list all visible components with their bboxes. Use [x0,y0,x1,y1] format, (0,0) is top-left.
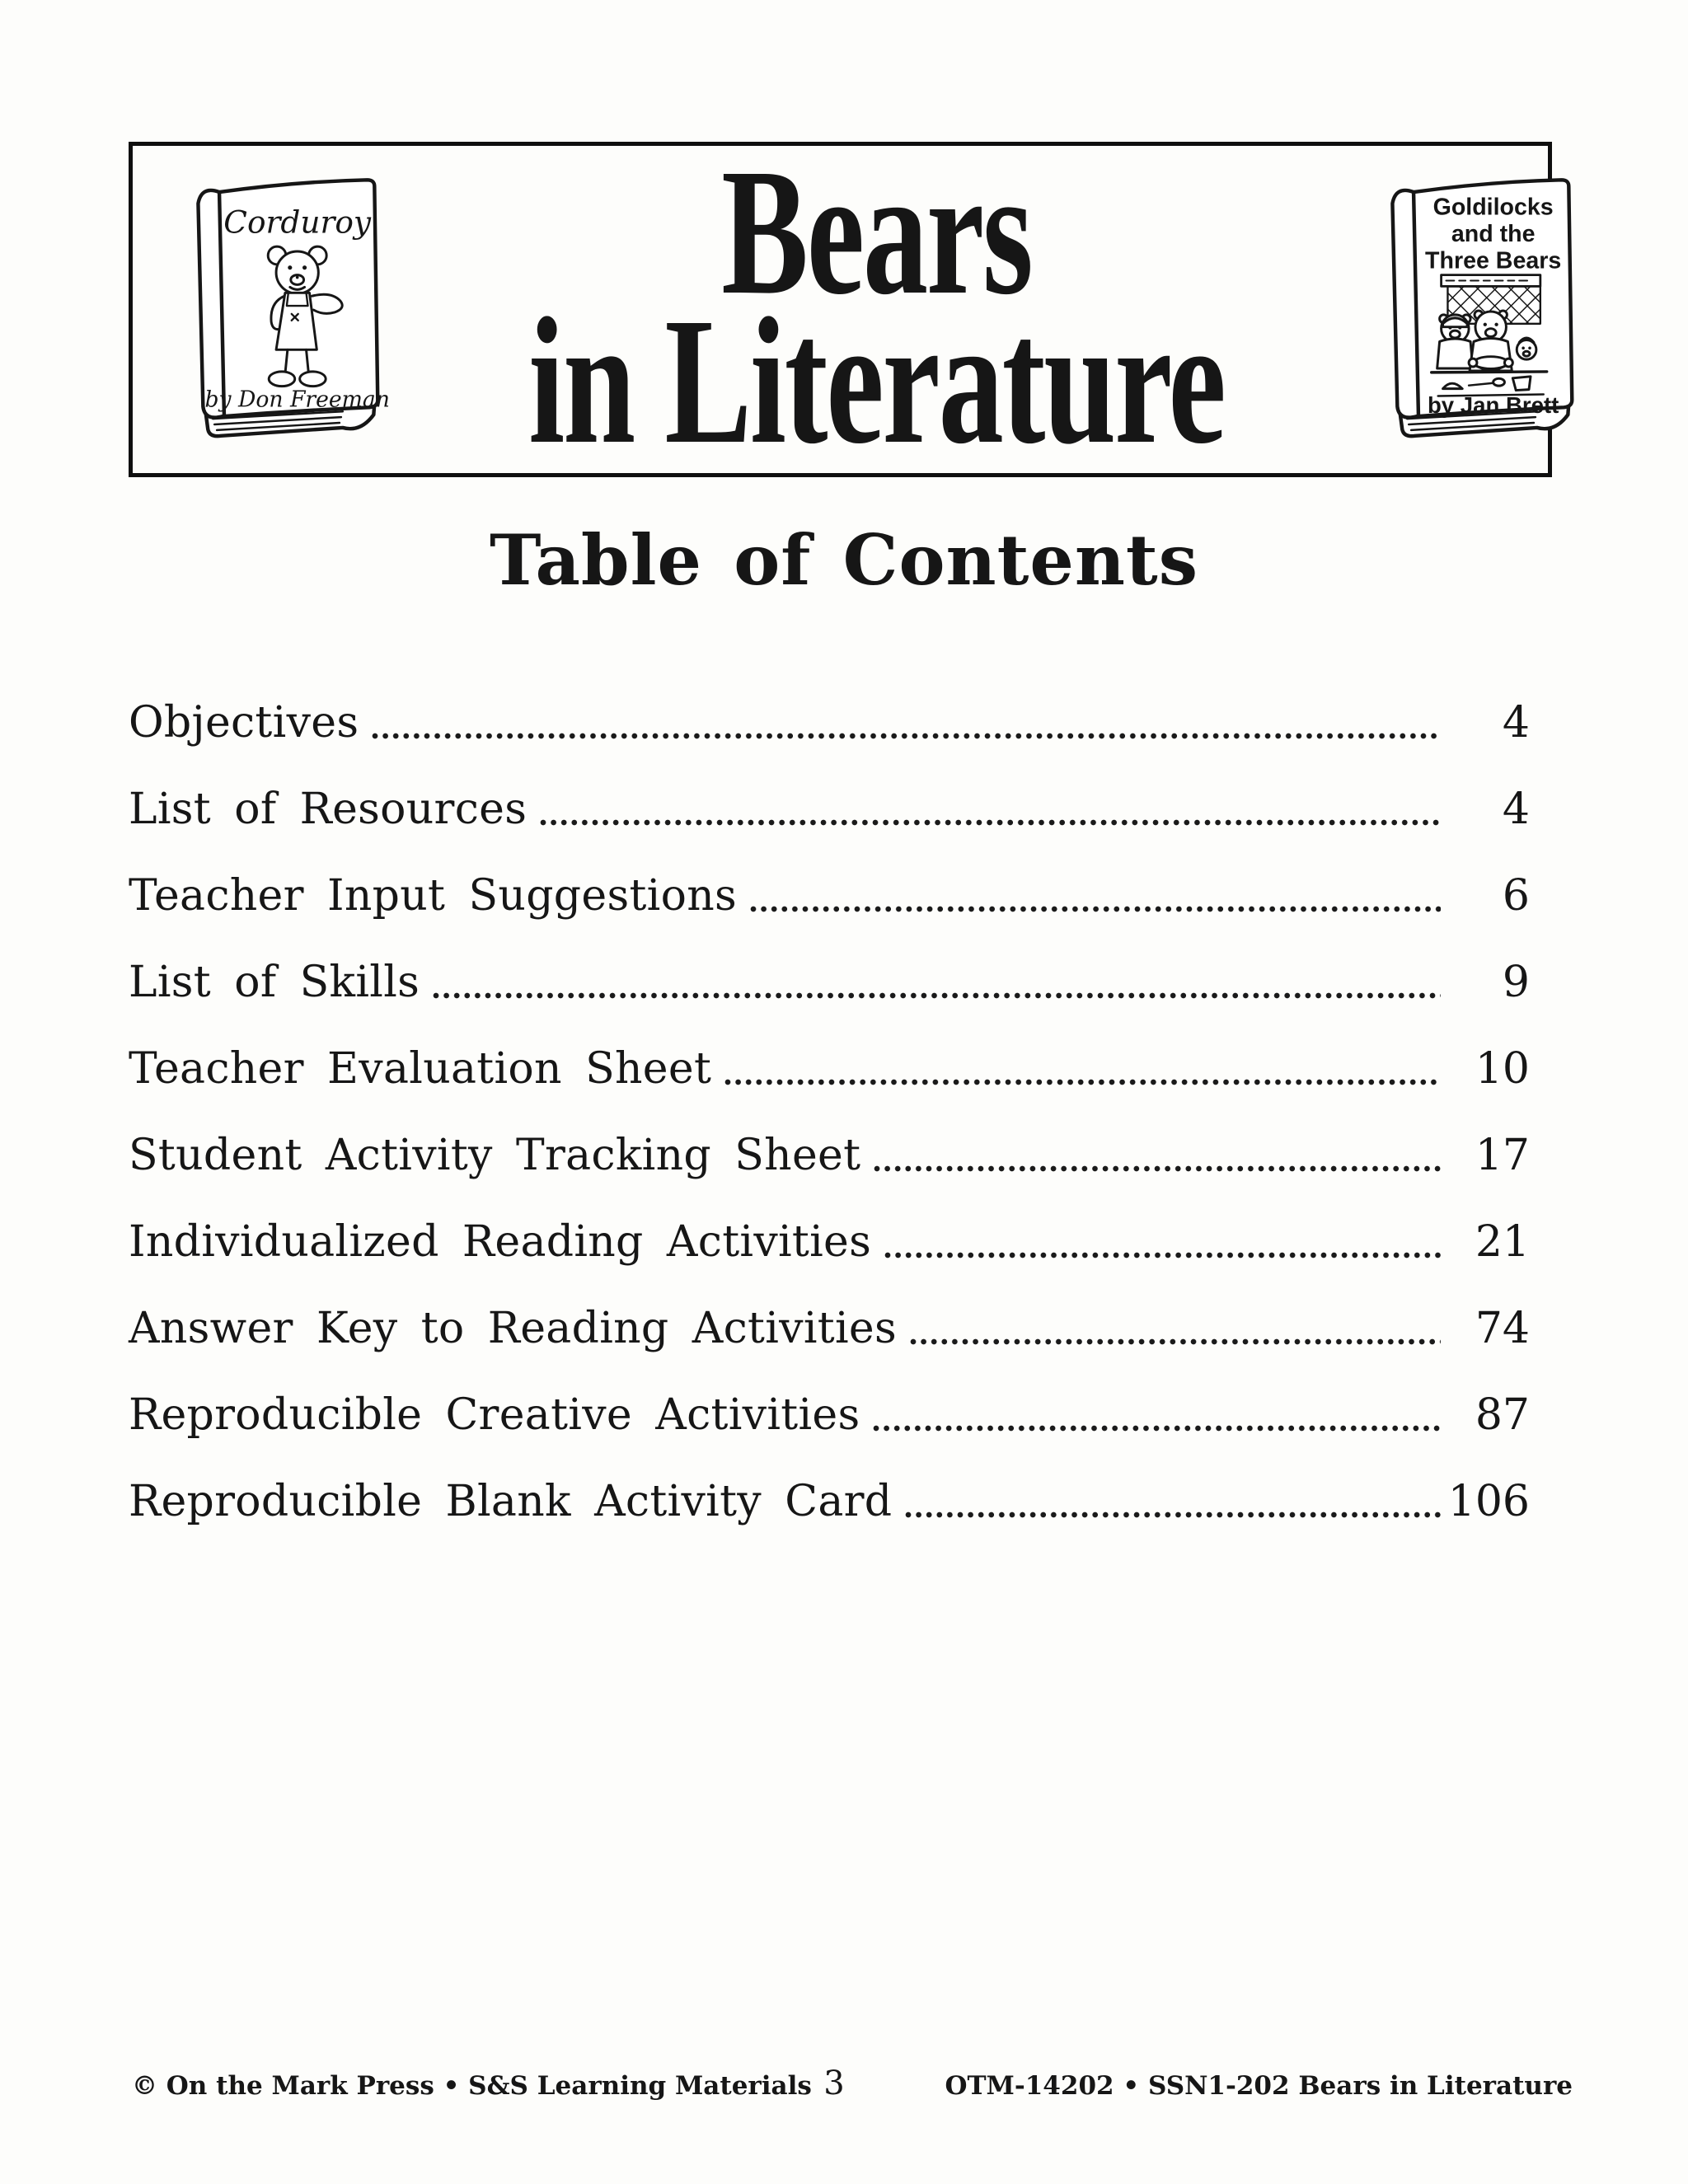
toc-entry-page-number: 21 [1475,1217,1530,1267]
toc-entry-label: List of Resources [129,785,528,834]
goldilocks-cover-title-line3: Three Bears [1424,247,1562,274]
toc-entry-label: Teacher Input Suggestions [129,871,737,921]
footer-copyright: © On the Mark Press • S&S Learning Materials [132,2071,812,2101]
header-banner [129,131,1562,481]
corduroy-cover-title: Corduroy [223,203,372,240]
toc-entry-label: Individualized Reading Activities [129,1217,872,1267]
toc-entry-label: Objectives [129,698,359,748]
toc-entry [129,1477,1530,1526]
toc-entry-page-number: 9 [1502,958,1530,1007]
dot-leader [540,819,1441,826]
page-footer [0,2064,1688,2102]
toc-entry-label: Student Activity Tracking Sheet [129,1131,861,1180]
toc-entry [129,871,1530,921]
dot-leader [873,1425,1441,1432]
corduroy-cover-author: by Don Freeman [204,386,390,412]
main-title-line1: Bears [721,131,1032,333]
toc-entry-label: Teacher Evaluation Sheet [129,1044,712,1094]
toc-entry-page-number: 4 [1502,785,1530,834]
toc-entry [129,1390,1530,1440]
table-of-contents [129,698,1530,1567]
footer-product-code: OTM-14202 • SSN1-202 Bears in Literature [945,2071,1573,2101]
toc-entry [129,1304,1530,1353]
dot-leader [874,1165,1441,1172]
goldilocks-book-illustration [1360,167,1587,452]
toc-entry [129,1044,1530,1094]
dot-leader [905,1511,1441,1518]
main-title-line2: in Literature [528,279,1225,481]
dot-leader [750,906,1441,912]
goldilocks-cover-author: by Jan Brett [1427,391,1559,418]
toc-entry-label: Answer Key to Reading Activities [129,1304,897,1353]
main-title [528,131,1225,481]
toc-entry-label: Reproducible Blank Activity Card [129,1477,893,1526]
goldilocks-cover-title-line1: Goldilocks [1432,194,1554,221]
dot-leader [724,1079,1441,1085]
toc-entry-page-number: 10 [1475,1044,1530,1094]
footer-page-number: 3 [823,2064,845,2102]
page-title: Table of Contents [490,519,1198,601]
dot-leader [884,1252,1441,1258]
toc-entry-label: List of Skills [129,958,420,1007]
goldilocks-cover-title-line2: and the [1451,220,1536,247]
dot-leader [372,733,1441,739]
toc-entry-page-number: 4 [1502,698,1530,748]
toc-entry [129,698,1530,748]
dot-leader [910,1338,1441,1345]
toc-entry [129,785,1530,834]
toc-entry-page-number: 74 [1475,1304,1530,1353]
toc-entry-page-number: 6 [1502,871,1530,921]
toc-entry-page-number: 17 [1475,1131,1530,1180]
toc-entry-label: Reproducible Creative Activities [129,1390,860,1440]
toc-entry [129,1131,1530,1180]
toc-entry [129,1217,1530,1267]
toc-entry-page-number: 87 [1475,1390,1530,1440]
toc-entry [129,958,1530,1007]
dot-leader [433,992,1441,999]
toc-entry-page-number: 106 [1447,1477,1530,1526]
corduroy-book-illustration [166,167,393,452]
